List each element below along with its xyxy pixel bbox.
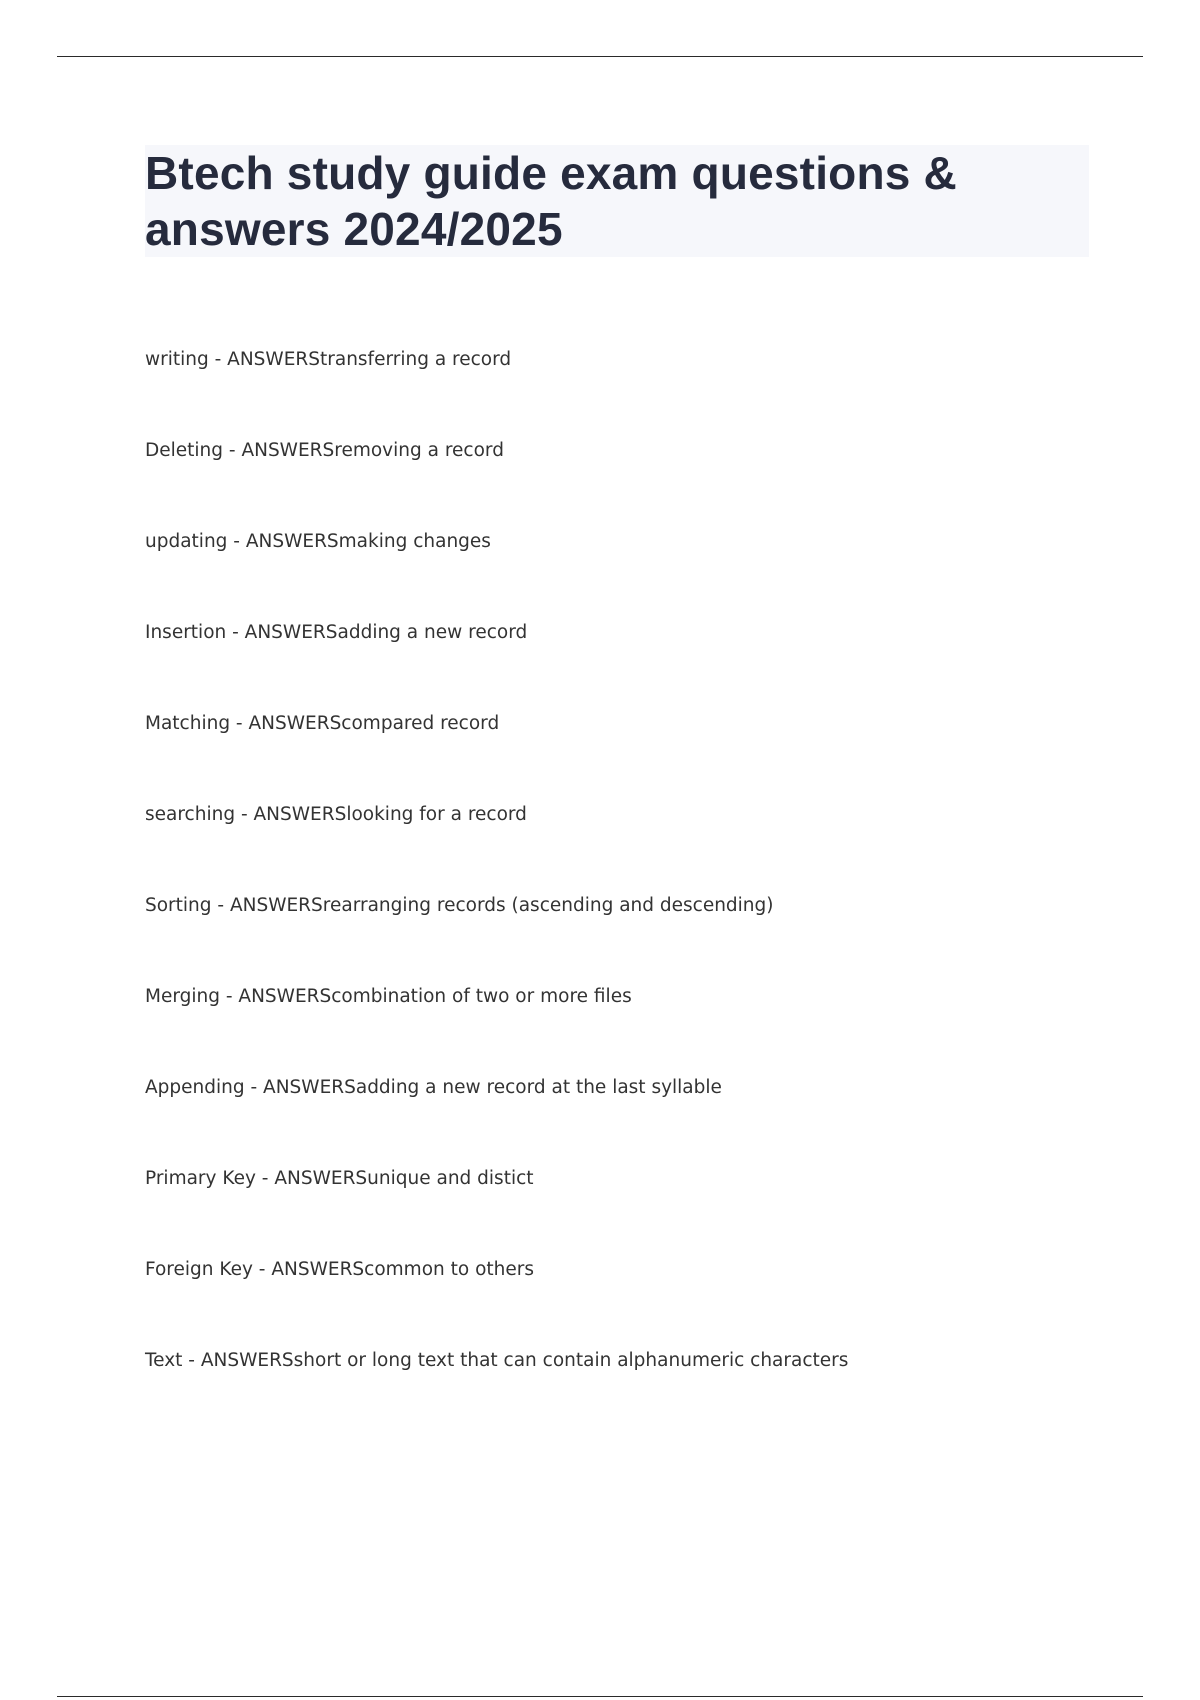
qa-list (145, 346, 1105, 1438)
qa-item: Foreign Key - ANSWERScommon to others (145, 1259, 534, 1280)
qa-item: Matching - ANSWERScompared record (145, 713, 500, 734)
title-block (145, 145, 1089, 257)
qa-item: updating - ANSWERSmaking changes (145, 531, 491, 552)
qa-item: Appending - ANSWERSadding a new record at the last syllable (145, 1077, 722, 1098)
qa-item: Deleting - ANSWERSremoving a record (145, 440, 504, 461)
qa-item: Merging - ANSWERScombination of two or more files (145, 986, 632, 1007)
bottom-divider (57, 1696, 1143, 1697)
qa-item: Primary Key - ANSWERSunique and distict (145, 1168, 534, 1189)
top-divider (57, 56, 1143, 57)
qa-item: searching - ANSWERSlooking for a record (145, 804, 527, 825)
qa-item: writing - ANSWERStransferring a record (145, 349, 512, 370)
page-title: Btech study guide exam questions & answers 2024/2025 (145, 147, 957, 255)
qa-item: Sorting - ANSWERSrearranging records (ascending and descending) (145, 895, 774, 916)
qa-item: Insertion - ANSWERSadding a new record (145, 622, 528, 643)
qa-item: Text - ANSWERSshort or long text that can contain alphanumeric characters (145, 1350, 849, 1371)
